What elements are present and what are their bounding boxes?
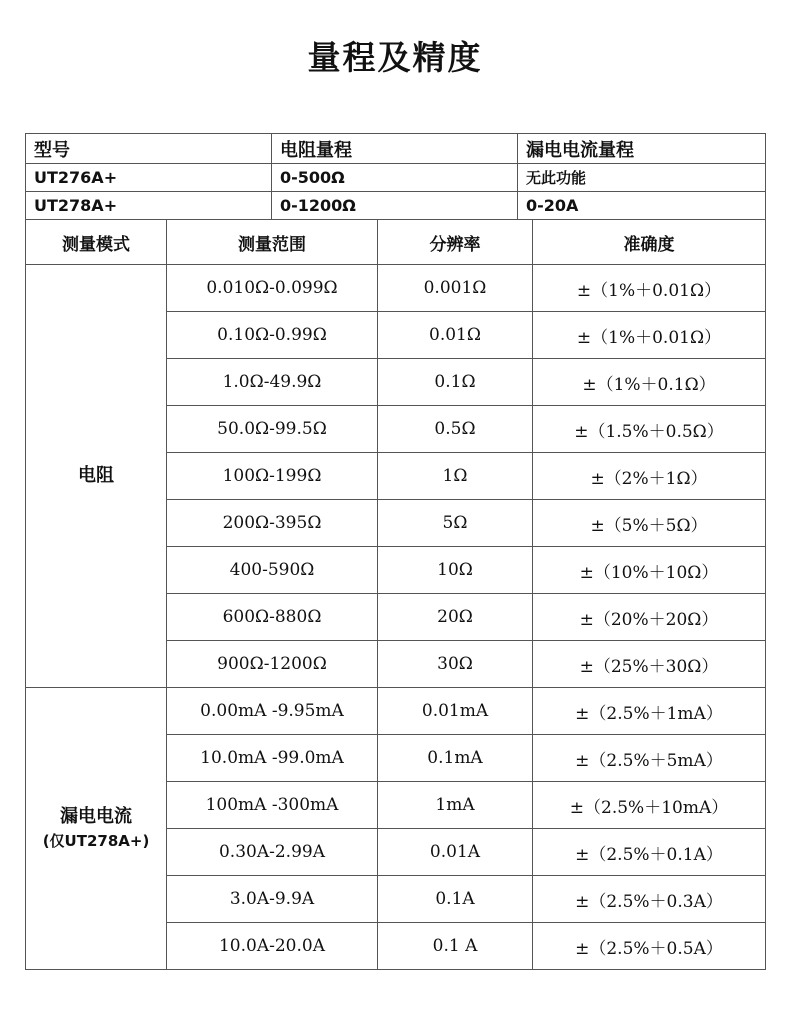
spec-table bbox=[25, 219, 766, 970]
range-cell: 3.0A-9.9A bbox=[167, 876, 378, 923]
leakage-range: 0-20A bbox=[518, 192, 766, 220]
range-cell: 900Ω-1200Ω bbox=[167, 641, 378, 688]
resolution-cell: 0.1A bbox=[378, 876, 533, 923]
resolution-cell: 0.1 A bbox=[378, 923, 533, 970]
range-cell: 0.10Ω-0.99Ω bbox=[167, 312, 378, 359]
accuracy-cell: ±（10%＋10Ω） bbox=[533, 547, 766, 594]
range-cell: 600Ω-880Ω bbox=[167, 594, 378, 641]
spec-table-body bbox=[26, 265, 766, 970]
spec-row bbox=[26, 265, 766, 312]
model-row bbox=[26, 192, 766, 220]
accuracy-cell: ±（2.5%＋1mA） bbox=[533, 688, 766, 735]
range-cell: 100Ω-199Ω bbox=[167, 453, 378, 500]
accuracy-cell: ±（1.5%＋0.5Ω） bbox=[533, 406, 766, 453]
mode-label: 漏电电流 bbox=[60, 805, 132, 827]
resolution-cell: 30Ω bbox=[378, 641, 533, 688]
range-cell: 100mA -300mA bbox=[167, 782, 378, 829]
header-resolution: 分辨率 bbox=[378, 220, 533, 265]
accuracy-cell: ±（2.5%＋5mA） bbox=[533, 735, 766, 782]
range-cell: 400-590Ω bbox=[167, 547, 378, 594]
resolution-cell: 1mA bbox=[378, 782, 533, 829]
page-title: 量程及精度 bbox=[307, 38, 483, 77]
spec-table-header bbox=[26, 220, 766, 265]
model-table-header bbox=[26, 134, 766, 164]
resolution-cell: 0.01A bbox=[378, 829, 533, 876]
resolution-cell: 1Ω bbox=[378, 453, 533, 500]
accuracy-cell: ±（1%＋0.1Ω） bbox=[533, 359, 766, 406]
model-name: UT278A+ bbox=[26, 192, 272, 220]
accuracy-cell: ±（2%＋1Ω） bbox=[533, 453, 766, 500]
mode-label: 电阻 bbox=[78, 465, 114, 486]
accuracy-cell: ±（25%＋30Ω） bbox=[533, 641, 766, 688]
accuracy-cell: ±（2.5%＋0.3A） bbox=[533, 876, 766, 923]
range-cell: 10.0A-20.0A bbox=[167, 923, 378, 970]
range-cell: 0.010Ω-0.099Ω bbox=[167, 265, 378, 312]
resolution-cell: 20Ω bbox=[378, 594, 533, 641]
accuracy-cell: ±（1%＋0.01Ω） bbox=[533, 265, 766, 312]
resistance-range: 0-1200Ω bbox=[272, 192, 518, 220]
resistance-range: 0-500Ω bbox=[272, 164, 518, 192]
header-range: 测量范围 bbox=[167, 220, 378, 265]
range-cell: 0.30A-2.99A bbox=[167, 829, 378, 876]
resolution-cell: 10Ω bbox=[378, 547, 533, 594]
model-row bbox=[26, 164, 766, 192]
accuracy-cell: ±（1%＋0.01Ω） bbox=[533, 312, 766, 359]
spec-row bbox=[26, 688, 766, 735]
accuracy-cell: ±（2.5%＋10mA） bbox=[533, 782, 766, 829]
header-accuracy: 准确度 bbox=[533, 220, 766, 265]
range-cell: 50.0Ω-99.5Ω bbox=[167, 406, 378, 453]
accuracy-cell: ±（5%＋5Ω） bbox=[533, 500, 766, 547]
resolution-cell: 0.1Ω bbox=[378, 359, 533, 406]
model-name: UT276A+ bbox=[26, 164, 272, 192]
resolution-cell: 0.1mA bbox=[378, 735, 533, 782]
range-cell: 200Ω-395Ω bbox=[167, 500, 378, 547]
resolution-cell: 0.5Ω bbox=[378, 406, 533, 453]
accuracy-cell: ±（20%＋20Ω） bbox=[533, 594, 766, 641]
leakage-range: 无此功能 bbox=[518, 164, 766, 192]
resolution-cell: 0.01Ω bbox=[378, 312, 533, 359]
range-cell: 10.0mA -99.0mA bbox=[167, 735, 378, 782]
resolution-cell: 0.001Ω bbox=[378, 265, 533, 312]
range-cell: 1.0Ω-49.9Ω bbox=[167, 359, 378, 406]
mode-cell bbox=[26, 688, 167, 970]
header-model: 型号 bbox=[26, 134, 272, 164]
header-resistance-range: 电阻量程 bbox=[272, 134, 518, 164]
resolution-cell: 5Ω bbox=[378, 500, 533, 547]
header-leakage-range: 漏电电流量程 bbox=[518, 134, 766, 164]
range-cell: 0.00mA -9.95mA bbox=[167, 688, 378, 735]
accuracy-cell: ±（2.5%＋0.5A） bbox=[533, 923, 766, 970]
mode-note: (仅UT278A+) bbox=[42, 831, 150, 850]
model-range-table bbox=[25, 133, 766, 220]
accuracy-cell: ±（2.5%＋0.1A） bbox=[533, 829, 766, 876]
mode-cell bbox=[26, 265, 167, 688]
resolution-cell: 0.01mA bbox=[378, 688, 533, 735]
header-mode: 测量模式 bbox=[26, 220, 167, 265]
